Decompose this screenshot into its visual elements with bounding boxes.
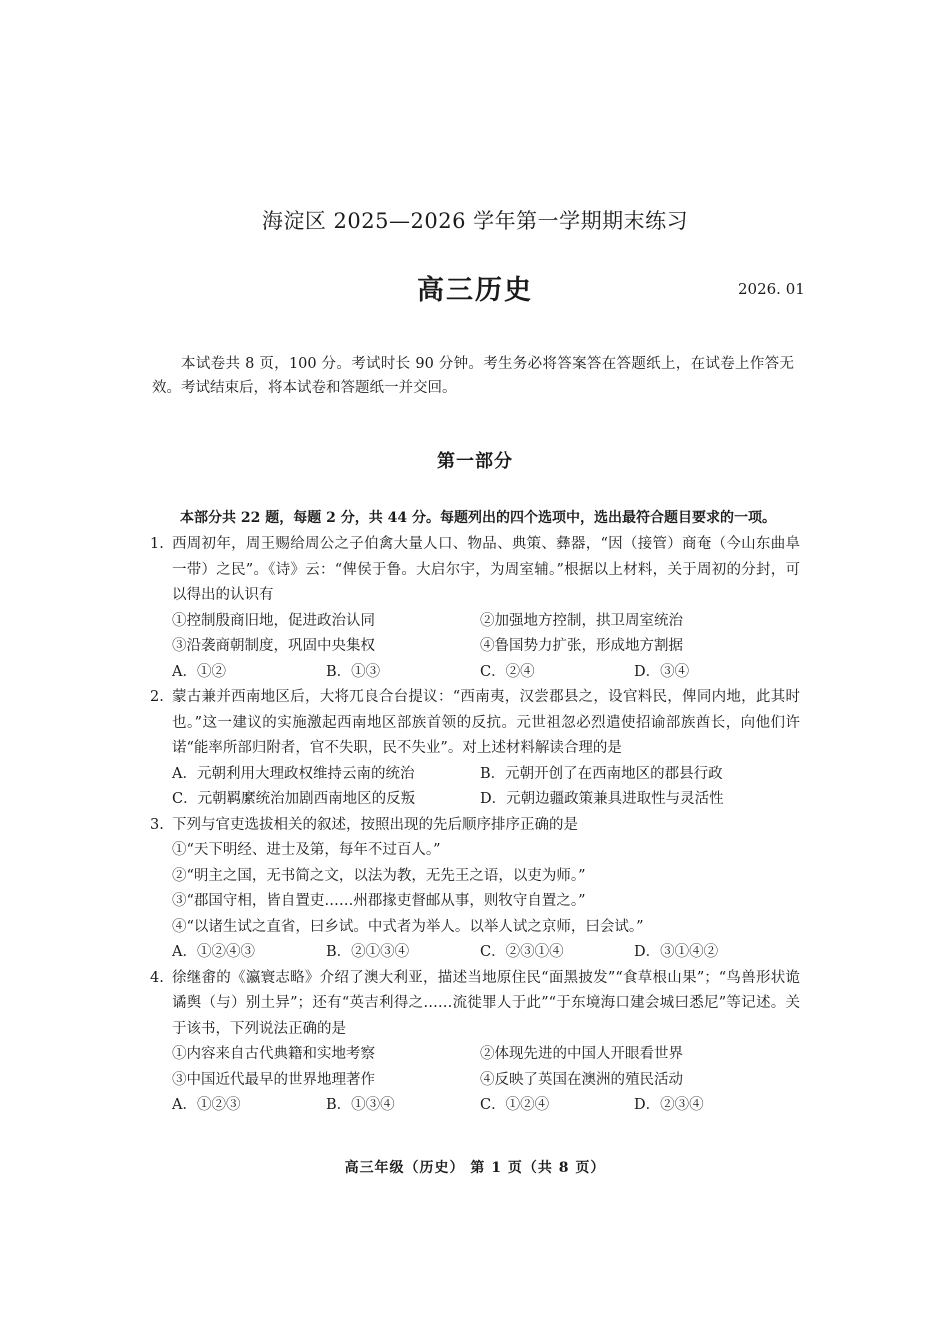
- option-c: C．②④: [480, 663, 535, 680]
- option-b: B．元朝开创了在西南地区的郡县行政: [480, 765, 723, 782]
- question-number: 1.: [150, 536, 164, 552]
- statement: ①控制殷商旧地，促进政治认同: [172, 612, 375, 629]
- option-d: D．③④: [634, 663, 690, 680]
- option-list: [172, 660, 800, 686]
- subject-title: 高三历史: [417, 275, 533, 306]
- option-c: C．元朝羁縻统治加剧西南地区的反叛: [172, 791, 416, 807]
- option-d: D．元朝边疆政策兼具进取性与灵活性: [480, 791, 724, 807]
- option-a: A．①②: [172, 663, 226, 680]
- option-b: B．②①③④: [326, 944, 410, 960]
- statement: ④反映了英国在澳洲的殖民活动: [480, 1071, 683, 1088]
- statement: ③中国近代最早的世界地理著作: [172, 1071, 375, 1088]
- option-d: D．③①④②: [634, 944, 719, 960]
- question-stem: 蒙古兼并西南地区后，大将兀良合台提议：“西南夷，汉尝郡县之，设官料民，俾同内地，此其时也。”这一建议的实施激起西南地区部族首领的反抗。元世祖忽必烈遣使招谕部族酋长，向他们许诺“能率所部归附者，官不失职，民不失业”。对上述材料解读合理的是: [172, 689, 800, 756]
- section-instructions: 本部分共 22 题，每题 2 分，共 44 分。每题列出的四个选项中，选出最符合题目要求的一项。: [180, 510, 776, 526]
- option-list: [172, 940, 800, 966]
- exam-intro: 本试卷共 8 页，100 分。考试时长 90 分钟。考生务必将答案答在答题纸上，在试卷上作答无效。考试结束后，将本试卷和答题纸一并交回。: [152, 356, 794, 396]
- question-3: [150, 813, 800, 966]
- question-number: 2.: [150, 689, 164, 705]
- option-a: A．①②④③: [172, 944, 255, 960]
- option-list: [172, 762, 800, 813]
- exam-date: 2026. 01: [738, 280, 805, 298]
- exam-title: 海淀区 2025—2026 学年第一学期期末练习: [261, 209, 689, 233]
- option-list: [172, 1093, 800, 1119]
- option-b: B．①③: [326, 663, 381, 680]
- section-title: 第一部分: [437, 451, 513, 472]
- question-1: [150, 532, 800, 685]
- statement: ②体现先进的中国人开眼看世界: [480, 1046, 683, 1062]
- option-c: C．②③①④: [480, 944, 564, 960]
- option-b: B．①③④: [326, 1097, 395, 1113]
- option-c: C．①②④: [480, 1097, 550, 1113]
- quote: ④“以诸生试之直省，曰乡试。中式者为举人。以举人试之京师，曰会试。”: [172, 918, 644, 935]
- option-a: A．①②③: [172, 1097, 241, 1113]
- question-4: [150, 966, 800, 1119]
- quote: ②“明主之国，无书简之文，以法为教，无先王之语，以吏为师。”: [172, 867, 586, 884]
- question-stem: 西周初年，周王赐给周公之子伯禽大量人口、物品、典策、彝器，“因（接管）商奄（今山东曲阜一带）之民”。《诗》云：“俾侯于鲁。大启尔宇，为周室辅。”根据以上材料，关于周初的分封，可以得出的认识有: [172, 536, 800, 603]
- question-number: 3.: [150, 816, 164, 833]
- statement: ③沿袭商朝制度，巩固中央集权: [172, 638, 375, 654]
- question-list: [150, 532, 800, 1119]
- statement-list: [172, 1042, 800, 1093]
- page-footer: 高三年级（历史） 第 1 页（共 8 页）: [344, 1160, 606, 1176]
- question-number: 4.: [150, 969, 164, 986]
- quote-list: [172, 838, 800, 940]
- quote: ①“天下明经、进士及第，每年不过百人。”: [172, 842, 441, 858]
- statement-list: [172, 609, 800, 660]
- option-d: D．②③④: [634, 1097, 704, 1113]
- option-a: A．元朝利用大理政权维持云南的统治: [172, 765, 415, 782]
- question-stem: 下列与官吏选拔相关的叙述，按照出现的先后顺序排序正确的是: [172, 816, 578, 833]
- statement: ②加强地方控制，拱卫周室统治: [480, 612, 683, 629]
- statement: ④鲁国势力扩张，形成地方割据: [480, 638, 683, 654]
- question-2: [150, 685, 800, 813]
- question-stem: 徐继畬的《瀛寰志略》介绍了澳大利亚，描述当地原住民“面黑披发”“食草根山果”；“鸟兽形状诡谲舆（与）别土异”；还有“英吉利得之……流徙罪人于此”“于东境海口建会城曰悉尼”等记述。关于该书，下列说法正确的是: [172, 969, 800, 1037]
- quote: ③“郡国守相，皆自置吏……州郡掾吏督邮从事，则牧守自置之。”: [172, 893, 586, 909]
- statement: ①内容来自古代典籍和实地考察: [172, 1046, 375, 1062]
